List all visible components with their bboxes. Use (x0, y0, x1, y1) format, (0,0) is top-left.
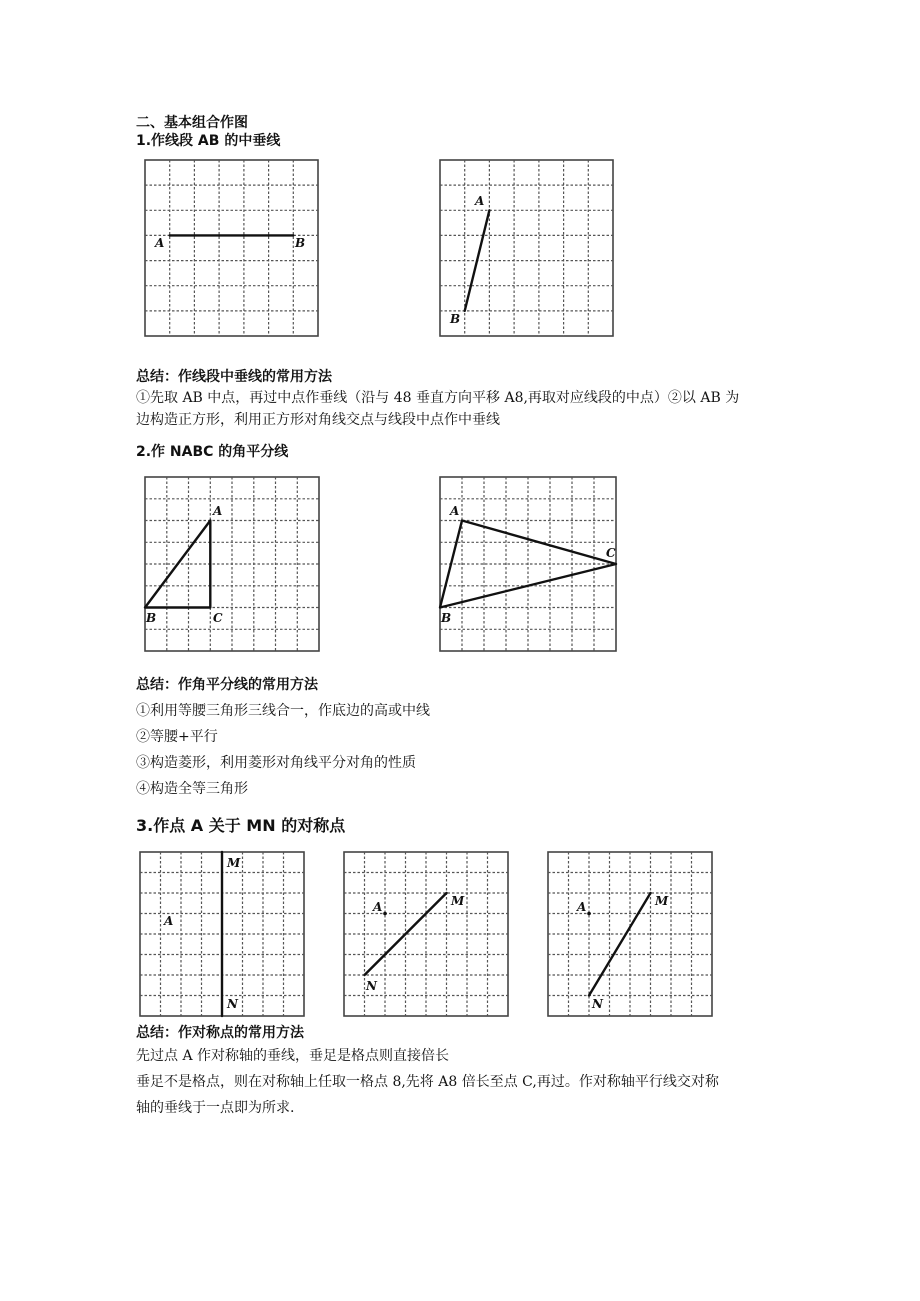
q2-figure-1 (143, 475, 321, 653)
point-b-label: B (146, 611, 157, 625)
q2-summary-item-4: ④构造全等三角形 (136, 781, 248, 797)
grid (440, 477, 616, 651)
grid (145, 160, 318, 336)
point-c-label: C (606, 546, 616, 560)
q3-figure-3 (546, 850, 714, 1018)
q3-summary-line-2: 垂足不是格点，则在对称轴上任取一格点 8,先将 A8 倍长至点 C,再过。作对称轴平行线交对称 (136, 1074, 719, 1090)
point-c-label: C (213, 611, 223, 625)
point-b-label: B (441, 611, 452, 625)
q2-figure-2 (438, 475, 618, 653)
point-a-label: A (450, 504, 460, 518)
q3-figure-2 (342, 850, 510, 1018)
q3-summary-line-3: 轴的垂线于一点即为所求. (136, 1100, 295, 1116)
q2-summary-item-2: ②等腰+平行 (136, 729, 218, 745)
section-title: 二、基本组合作图 (136, 115, 248, 131)
q1-summary-title: 总结：作线段中垂线的常用方法 (136, 369, 332, 385)
point-m-label: M (655, 894, 669, 908)
grid (145, 477, 319, 651)
q3-figure-1 (138, 850, 306, 1018)
q3-summary-title: 总结：作对称点的常用方法 (136, 1025, 304, 1041)
point-b-label: B (295, 236, 306, 250)
point-n-label: N (366, 979, 377, 993)
point-a-label: A (475, 194, 485, 208)
point-b-label: B (450, 312, 461, 326)
point-a (383, 912, 387, 916)
line-mn (589, 893, 651, 996)
point-a-label: A (373, 900, 383, 914)
question-1-title: 1.作线段 AB 的中垂线 (136, 133, 281, 149)
grid (548, 852, 712, 1016)
point-a-label: A (155, 236, 165, 250)
q1-summary-line-1: ①先取 AB 中点，再过中点作垂线（沿与 48 垂直方向平移 A8,再取对应线段的中点）②以 AB 为 (136, 390, 740, 406)
q3-summary-line-1: 先过点 A 作对称轴的垂线，垂足是格点则直接倍长 (136, 1048, 450, 1064)
point-n-label: N (592, 997, 603, 1011)
point-a-label: A (164, 914, 174, 928)
question-3-title: 3.作点 A 关于 MN 的对称点 (136, 816, 346, 835)
q1-figure-1 (143, 158, 321, 338)
point-a-label: A (577, 900, 587, 914)
q1-figure-2 (438, 158, 616, 338)
point-a-label: A (213, 504, 223, 518)
q2-summary-item-3: ③构造菱形，利用菱形对角线平分对角的性质 (136, 755, 416, 771)
point-m-label: M (451, 894, 465, 908)
q1-summary-line-2: 边构造正方形，利用正方形对角线交点与线段中点作中垂线 (136, 412, 500, 428)
point-m-label: M (227, 856, 241, 870)
q2-summary-item-1: ①利用等腰三角形三线合一，作底边的高或中线 (136, 703, 430, 719)
point-a (587, 912, 591, 916)
question-2-title: 2.作 NABC 的角平分线 (136, 444, 289, 460)
q2-summary-title: 总结：作角平分线的常用方法 (136, 677, 318, 693)
point-n-label: N (227, 997, 238, 1011)
